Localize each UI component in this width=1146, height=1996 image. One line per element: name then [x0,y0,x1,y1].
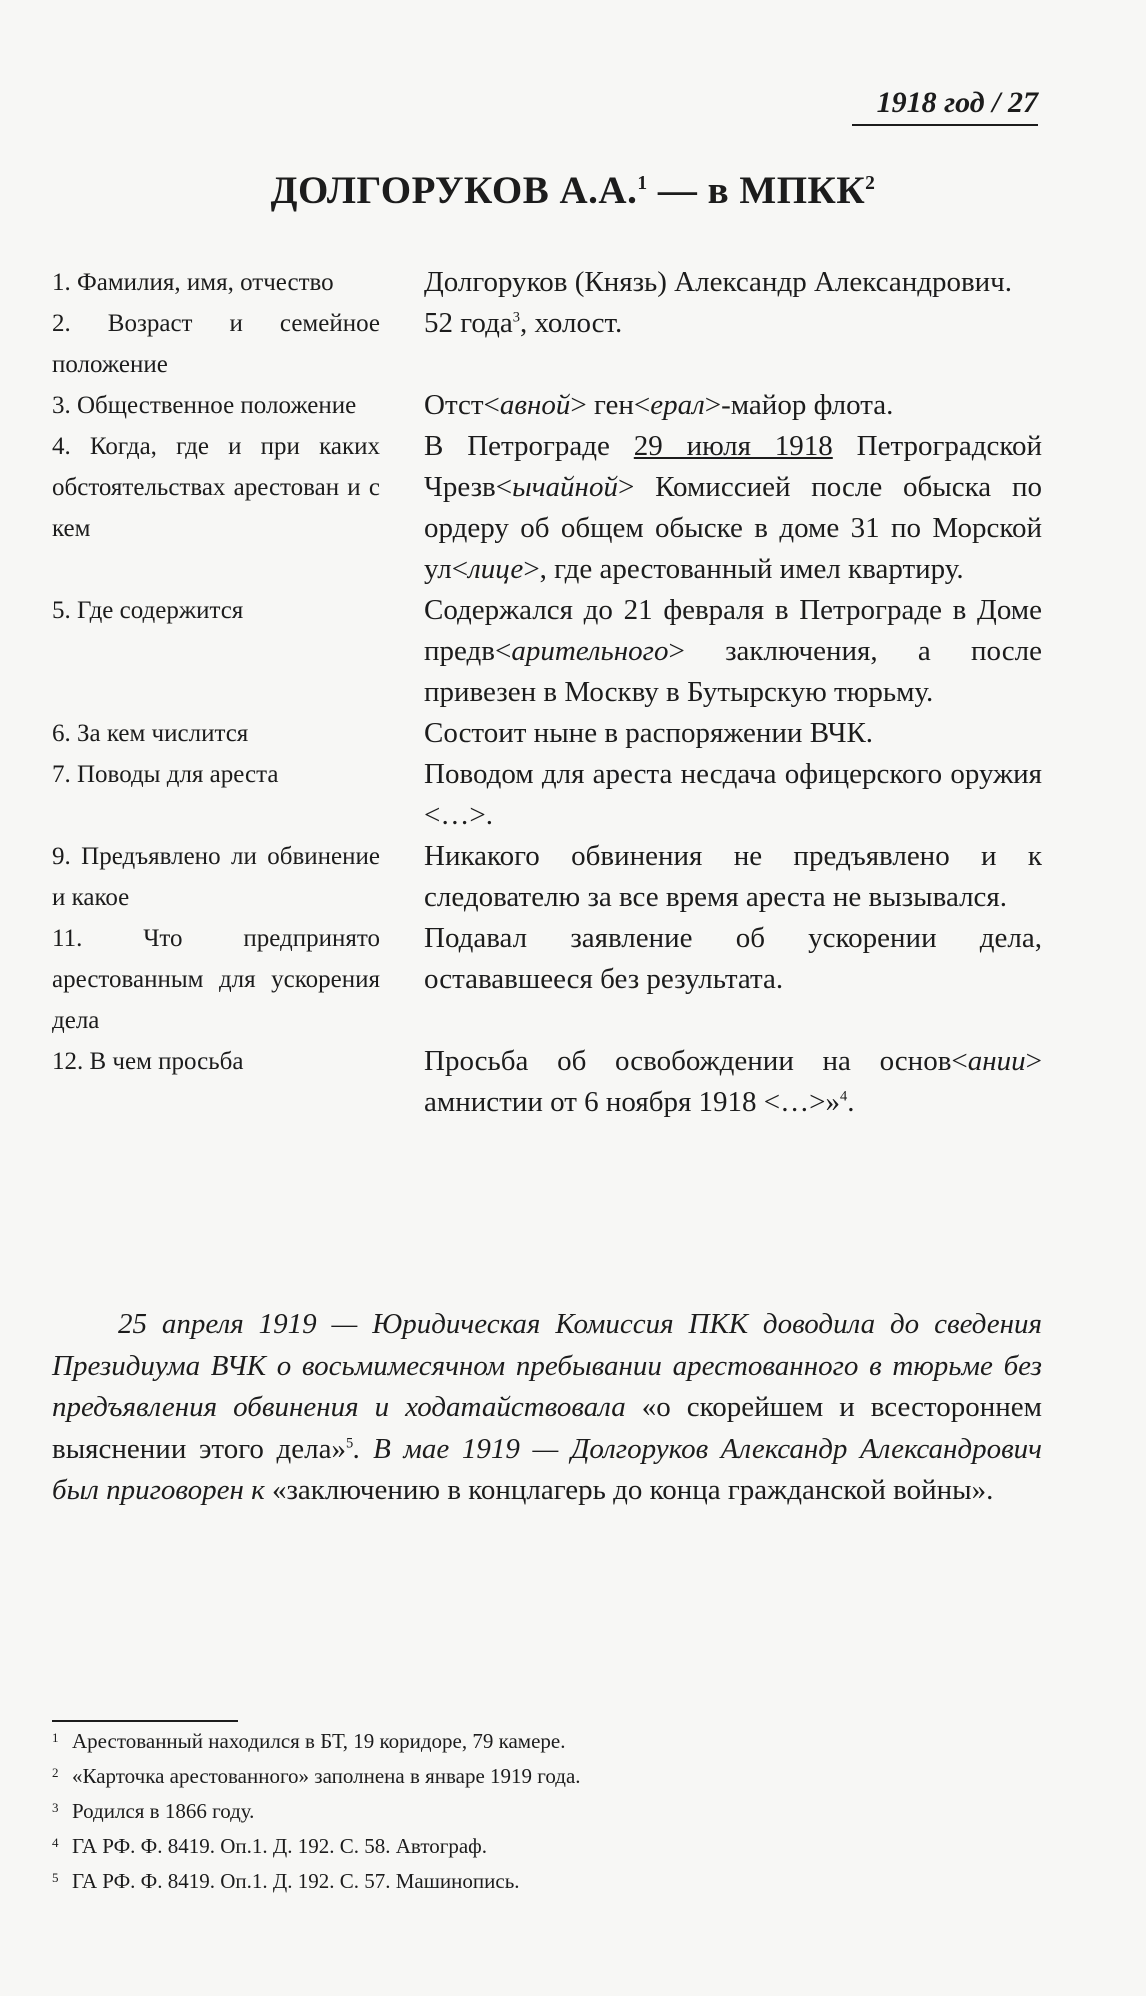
footnote [52,1757,1042,1792]
footnotes [52,1722,1042,1897]
question-label: 3. Общественное положение [52,392,357,419]
questionnaire-row [52,590,1042,713]
footnote-text: ГА РФ. Ф. 8419. Оп.1. Д. 192. С. 57. Машинопись. [72,1869,520,1893]
answer-value: Подавал заявление об ускорении дела, остававшееся без результата. [424,922,1042,995]
questionnaire-row [52,426,1042,590]
footnote [52,1792,1042,1827]
question-label: 6. За кем числится [52,720,249,747]
questionnaire-row [52,1041,1042,1123]
answer-value: В Петрограде 29 июля 1918 Петроградской Чрезв<ычайной> Комиссией после обыска по ордеру об общем обыске в доме 31 по Морской ул<лице>, где арестованный имел квартиру. [424,430,1043,585]
answer-value: Состоит ныне в распоряжении ВЧК. [424,717,874,749]
questionnaire-table [52,262,1042,1123]
questionnaire-row [52,754,1042,836]
footnote-text: ГА РФ. Ф. 8419. Оп.1. Д. 192. С. 58. Автограф. [72,1834,488,1858]
footnote [52,1722,1042,1757]
question-label: 12. В чем просьба [52,1048,244,1075]
footnote-number: 4 [52,1835,59,1850]
document-title: ДОЛГОРУКОВ А.А.$^1$ — в МПКК$^2$ [270,169,876,212]
question-label: 1. Фамилия, имя, отчество [52,269,334,296]
question-label: 11. Что предпринято арестованным для ускорения дела [52,925,380,1034]
running-head-text: 1918 год / 27 [876,86,1038,119]
question-label: 5. Где содержится [52,597,244,624]
questionnaire-row [52,262,1042,303]
footnote [52,1862,1042,1897]
running-head-rule [852,124,1038,126]
answer-value: Отст<авной> ген<ерал>-майор флота. [424,389,894,421]
body-paragraph: 25 апреля 1919 — Юридическая Комиссия ПКК доводила до сведения Президиума ВЧК о восьмимесячном пребывании арестованного в тюрьме без предъявления обвинения и ходатайствовала «о скорейшем и всестороннем выяснении этого дела»$^5$. В мае 1919 — Долгоруков Александр Александрович был приговорен к «заключению в концлагерь до конца гражданской войны». [52,1308,1043,1506]
footnote-ref-3: 3 [512,309,520,326]
footnote-number: 5 [52,1870,59,1885]
footnote-number: 2 [52,1765,59,1780]
question-label: 2. Возраст и семейное положение [52,310,380,378]
answer-value: 52 года$^3$, холост. [424,307,623,339]
footnote [52,1827,1042,1862]
footnote-text: «Карточка арестованного» заполнена в январе 1919 года. [72,1764,581,1788]
underlined-date: 29 июля 1918 [633,430,833,462]
answer-value: Содержался до 21 февраля в Петрограде в Доме предв<арительного> заключения, а после привезен в Москву в Бутырскую тюрьму. [424,594,1042,708]
footnote-ref-1: 1 [637,173,648,194]
questionnaire-row [52,836,1042,918]
footnote-ref-4: 4 [840,1088,848,1105]
footnote-ref-5: 5 [345,1434,354,1451]
running-head [0,86,1038,120]
footnote-number: 1 [52,1730,59,1745]
answer-value: Поводом для ареста несдача офицерского оружия <…>. [424,758,1042,831]
questionnaire-row [52,303,1042,385]
questionnaire-row [52,385,1042,426]
footnote-text: Арестованный находился в БТ, 19 коридоре, 79 камере. [72,1729,566,1753]
question-label: 9. Предъявлено ли обвинение и какое [52,843,380,911]
answer-value: Никакого обвинения не предъявлено и к следователю за все время ареста не вызывался. [424,840,1042,913]
footnote-ref-2: 2 [865,173,876,194]
footnote-text: Родился в 1866 году. [72,1799,255,1823]
answer-value: Долгоруков (Князь) Александр Александрович. [424,266,1013,298]
questionnaire-row [52,918,1042,1041]
answer-value: Просьба об освобождении на основ<ании> амнистии от 6 ноября 1918 <…>»$^4$. [424,1045,1042,1118]
footnote-number: 3 [52,1800,59,1815]
question-label: 4. Когда, где и при каких обстоятельствах арестован и с кем [52,433,380,542]
question-label: 7. Поводы для ареста [52,761,279,788]
questionnaire-row [52,713,1042,754]
